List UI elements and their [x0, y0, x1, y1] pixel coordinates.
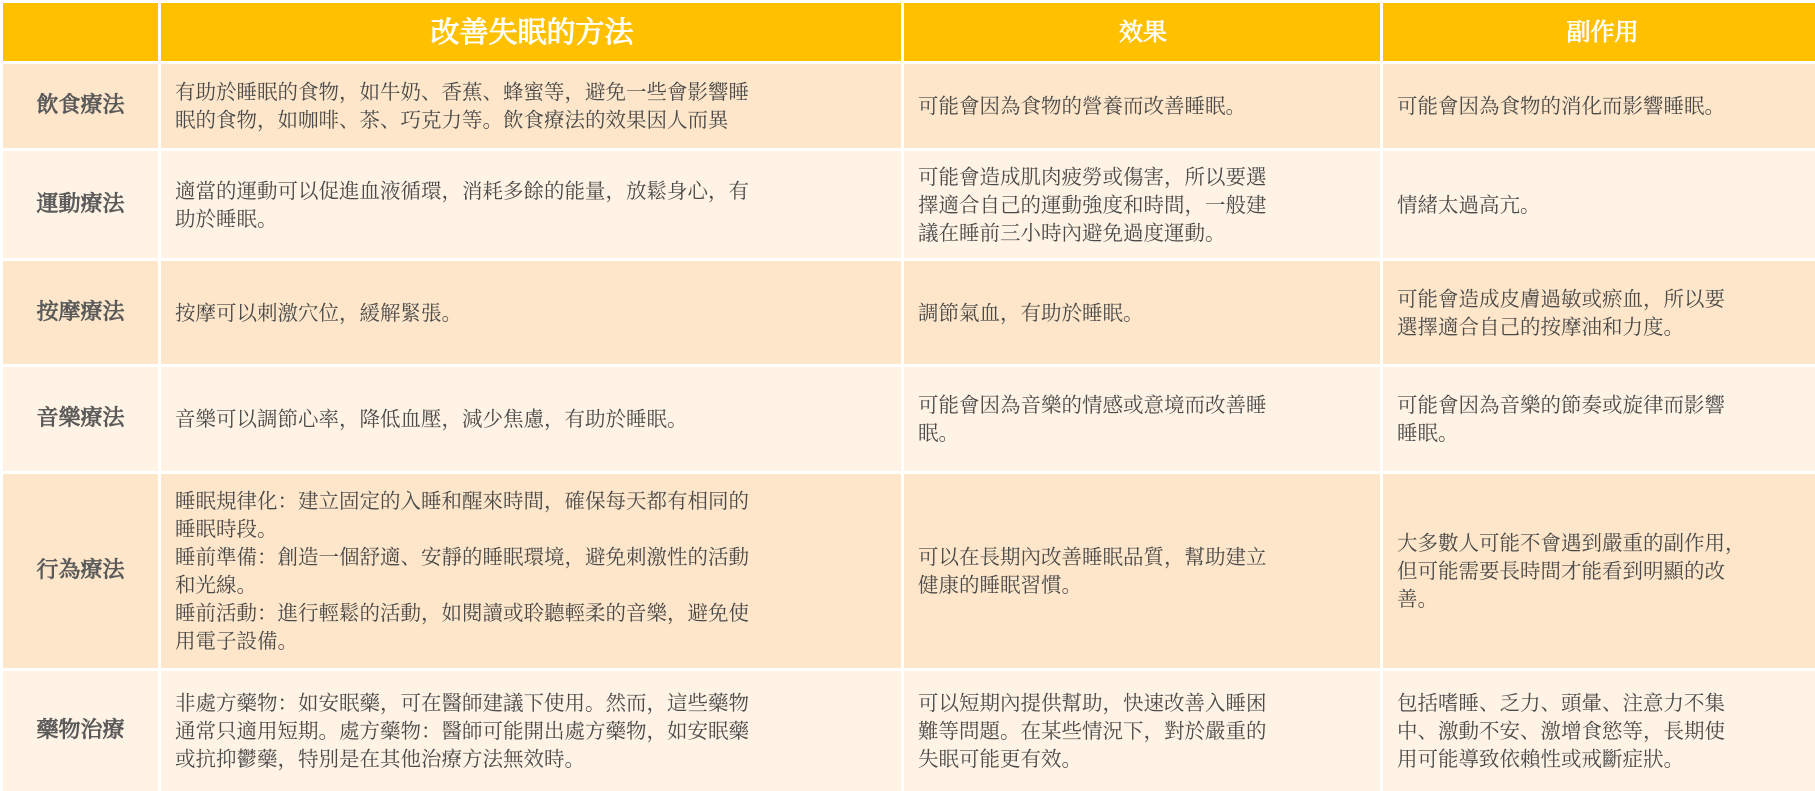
row-behavior-side-effect [1383, 474, 1815, 668]
row-medication-effect [904, 671, 1380, 791]
text-line: 睡前活動：進行輕鬆的活動，如閱讀或聆聽輕柔的音樂，避免使 [175, 601, 749, 625]
row-behavior-effect [904, 474, 1380, 668]
text-line: 可能會因為食物的營養而改善睡眠。 [918, 94, 1246, 118]
text-line: 睡前準備：創造一個舒適、安靜的睡眠環境，避免刺激性的活動 [175, 545, 749, 569]
row-exercise-side-effect [1383, 151, 1815, 258]
text-line: 擇適合自己的運動強度和時間，一般建 [918, 192, 1267, 217]
text-line: 但可能需要長時間才能看到明顯的改 [1397, 559, 1725, 583]
text-line: 可以短期內提供幫助，快速改善入睡困 [918, 691, 1267, 715]
text-line: 或抗抑鬱藥，特別是在其他治療方法無效時。 [175, 747, 585, 771]
text-line: 中、激動不安、激增食慾等，長期使 [1397, 719, 1725, 743]
text-line: 可能會因為音樂的情感或意境而改善睡 [918, 393, 1267, 417]
text-line: 適當的運動可以促進血液循環，消耗多餘的能量，放鬆身心，有 [175, 178, 749, 203]
text-line: 眠。 [918, 421, 959, 445]
row-medication-side-effect [1383, 671, 1815, 791]
text-line: 可能會因為食物的消化而影響睡眠。 [1397, 94, 1725, 118]
row-label-medication: 藥物治療 [3, 671, 158, 791]
text-line: 用可能導致依賴性或戒斷症狀。 [1397, 747, 1684, 771]
text-line: 通常只適用短期。處方藥物：醫師可能開出處方藥物，如安眠藥 [175, 719, 749, 743]
row-label-exercise: 運動療法 [3, 151, 158, 258]
text-line: 選擇適合自己的按摩油和力度。 [1397, 314, 1684, 339]
text-line: 可能會造成肌肉疲勞或傷害，所以要選 [918, 164, 1267, 189]
row-music-effect [904, 367, 1380, 471]
text-line: 眠的食物，如咖啡、茶、巧克力等。飲食療法的效果因人而異 [175, 108, 729, 132]
row-music-method [161, 367, 901, 471]
header-corner-cell [3, 3, 158, 61]
text-line: 大多數人可能不會遇到嚴重的副作用， [1397, 531, 1746, 555]
insomnia-methods-table [3, 3, 1811, 773]
text-line: 難等問題。在某些情況下，對於嚴重的 [918, 719, 1267, 743]
text-line: 和光線。 [175, 573, 257, 597]
row-label-diet: 飲食療法 [3, 64, 158, 148]
row-label-massage: 按摩療法 [3, 261, 158, 364]
row-diet-effect [904, 64, 1380, 148]
row-label-behavior: 行為療法 [3, 474, 158, 668]
text-line: 可能會因為音樂的節奏或旋律而影響 [1397, 393, 1725, 417]
header-method: 改善失眠的方法 [161, 3, 901, 61]
text-line: 有助於睡眠的食物，如牛奶、香蕉、蜂蜜等，避免一些會影響睡 [175, 80, 749, 104]
row-massage-method [161, 261, 901, 364]
row-music-side-effect [1383, 367, 1815, 471]
text-line: 音樂可以調節心率，降低血壓，減少焦慮，有助於睡眠。 [175, 407, 688, 431]
row-exercise-effect [904, 151, 1380, 258]
row-diet-method [161, 64, 901, 148]
row-label-music: 音樂療法 [3, 367, 158, 471]
text-line: 可能會造成皮膚過敏或瘀血，所以要 [1397, 286, 1725, 311]
header-side-effect: 副作用 [1383, 3, 1815, 61]
text-line: 可以在長期內改善睡眠品質，幫助建立 [918, 545, 1267, 569]
row-exercise-method [161, 151, 901, 258]
text-line: 調節氣血，有助於睡眠。 [918, 300, 1144, 325]
row-medication-method [161, 671, 901, 791]
text-line: 助於睡眠。 [175, 206, 278, 231]
text-line: 健康的睡眠習慣。 [918, 573, 1082, 597]
row-massage-side-effect [1383, 261, 1815, 364]
text-line: 睡眠規律化：建立固定的入睡和醒來時間，確保每天都有相同的 [175, 489, 749, 513]
text-line: 失眠可能更有效。 [918, 747, 1082, 771]
row-diet-side-effect [1383, 64, 1815, 148]
row-massage-effect [904, 261, 1380, 364]
text-line: 非處方藥物：如安眠藥，可在醫師建議下使用。然而，這些藥物 [175, 691, 749, 715]
row-behavior-method [161, 474, 901, 668]
text-line: 善。 [1397, 587, 1438, 611]
text-line: 睡眠時段。 [175, 517, 278, 541]
text-line: 議在睡前三小時內避免過度運動。 [918, 220, 1226, 245]
text-line: 情緒太過高亢。 [1397, 192, 1541, 217]
text-line: 按摩可以刺激穴位，緩解緊張。 [175, 300, 462, 325]
text-line: 包括嗜睡、乏力、頭暈、注意力不集 [1397, 691, 1725, 715]
header-effect: 效果 [904, 3, 1380, 61]
text-line: 用電子設備。 [175, 629, 298, 653]
text-line: 睡眠。 [1397, 421, 1459, 445]
